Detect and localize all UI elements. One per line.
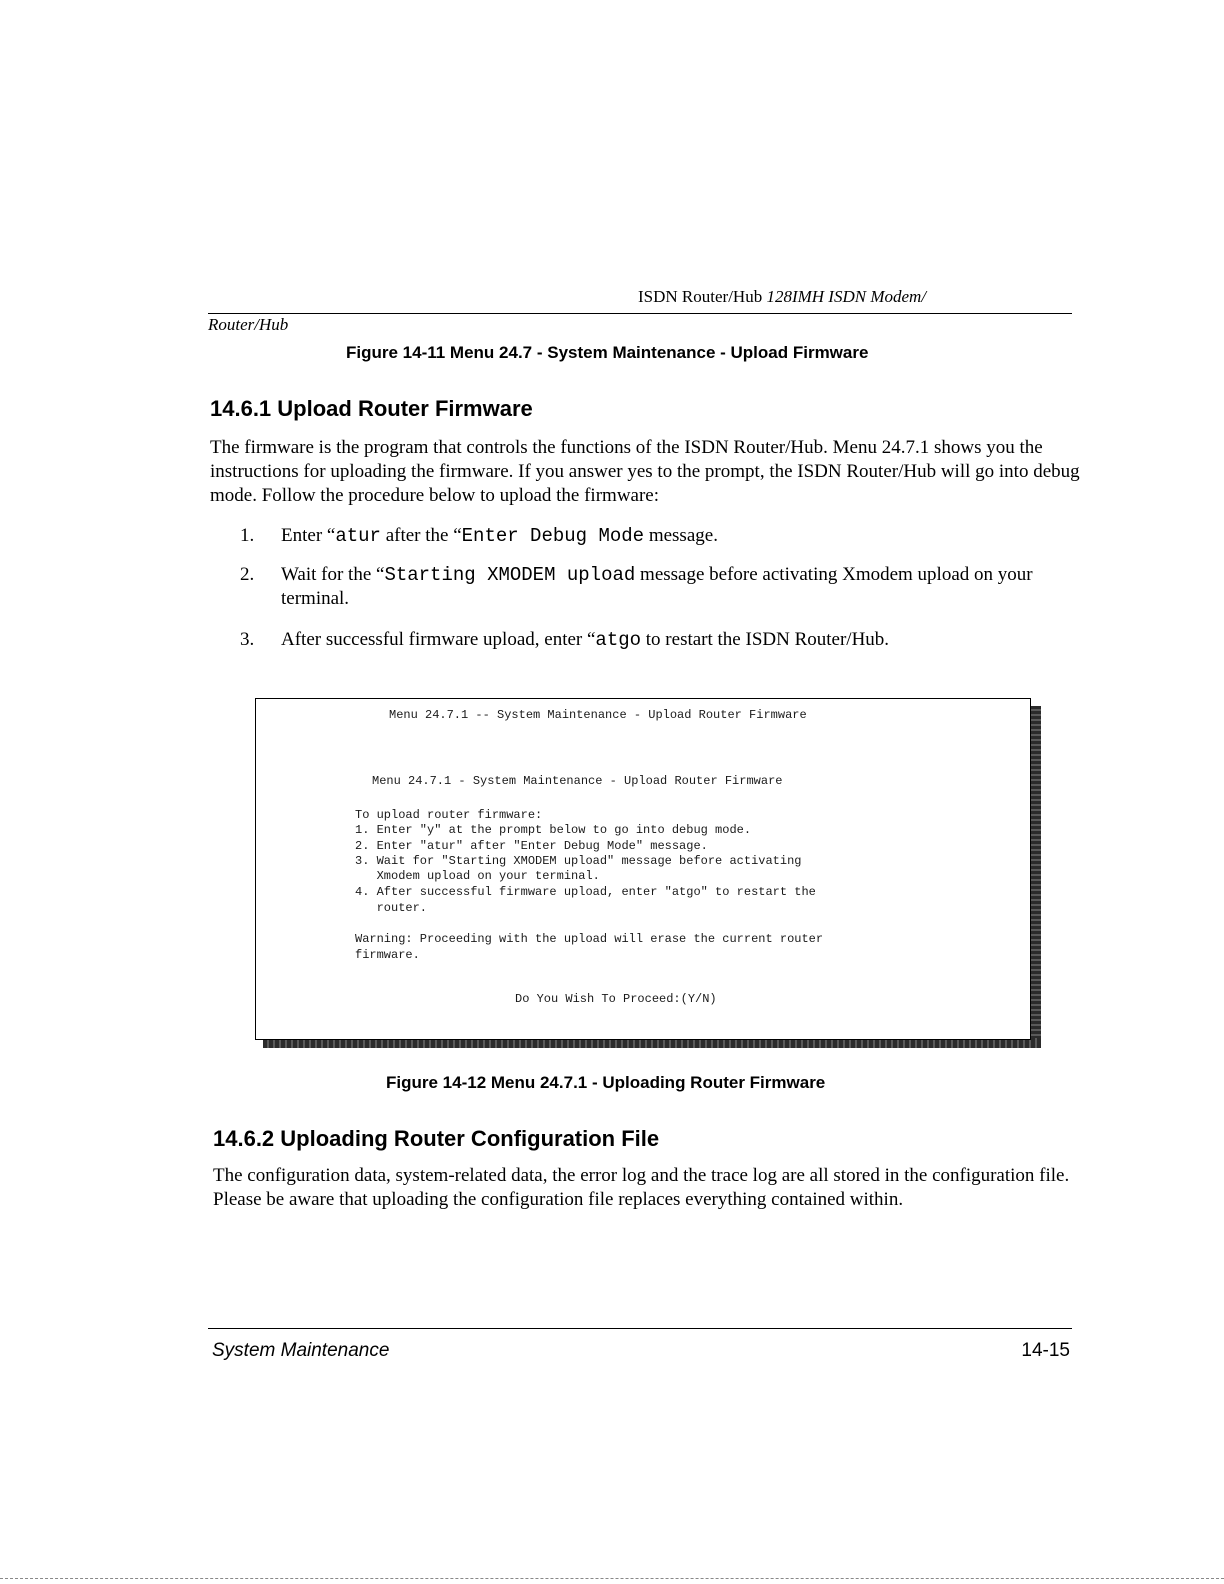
procedure-step bbox=[240, 628, 1080, 654]
terminal-instruction-line: 2. Enter "atur" after "Enter Debug Mode" message. bbox=[355, 839, 708, 853]
step-text-part: Wait for the “ bbox=[281, 564, 385, 585]
section-heading-14-6-2: 14.6.2 Uploading Router Configuration File bbox=[213, 1126, 660, 1151]
terminal-title: Menu 24.7.1 -- System Maintenance - Upload Router Firmware bbox=[389, 708, 807, 722]
step-number: 2. bbox=[240, 564, 255, 585]
terminal-instruction-line: Xmodem upload on your terminal. bbox=[355, 869, 600, 883]
header-product: 128IMH ISDN Modem/ bbox=[766, 287, 927, 306]
terminal-warning-line: Warning: Proceeding with the upload will erase the current router bbox=[355, 932, 824, 946]
page-number: 14-15 bbox=[1021, 1340, 1070, 1361]
step-text bbox=[281, 628, 1061, 652]
terminal-screen bbox=[255, 698, 1031, 1040]
step-text-part: Enter “ bbox=[281, 525, 336, 546]
header-prefix: ISDN Router/Hub bbox=[638, 287, 767, 306]
step-text-part: to restart the ISDN Router/Hub. bbox=[641, 629, 890, 650]
footer-rule bbox=[208, 1328, 1072, 1329]
terminal-prompt: Do You Wish To Proceed:(Y/N) bbox=[515, 992, 717, 1006]
scan-edge-line bbox=[0, 1578, 1224, 1579]
section-heading-14-6-1: 14.6.1 Upload Router Firmware bbox=[210, 396, 533, 421]
step-number: 3. bbox=[240, 629, 255, 650]
step-number: 1. bbox=[240, 525, 255, 546]
procedure-step bbox=[240, 524, 1080, 550]
section-14-6-1-paragraph: The firmware is the program that controls the functions of the ISDN Router/Hub. Menu 24.7.1 shows you the instructions for uploading the firmware. If you answer yes to the prompt, the ISDN Router/Hub will go into debug mode. Follow the procedure below to upload the firmware: bbox=[210, 437, 1080, 506]
step-text bbox=[281, 563, 1061, 611]
step-text-part: message before activating Xmodem upload on your terminal. bbox=[281, 564, 1033, 609]
terminal-instruction-line: 3. Wait for "Starting XMODEM upload" message before activating bbox=[355, 854, 802, 868]
step-code: atgo bbox=[595, 629, 642, 651]
footer-chapter-title: System Maintenance bbox=[212, 1340, 390, 1361]
step-text-part: after the “ bbox=[380, 525, 462, 546]
section-14-6-2-paragraph: The configuration data, system-related data, the error log and the trace log are all stored in the configuration file. Please be aware that uploading the configuration file replaces everything contained within. bbox=[213, 1165, 1070, 1210]
step-text-part: After successful firmware upload, enter “ bbox=[281, 629, 596, 650]
header-rule bbox=[208, 313, 1072, 314]
terminal-instruction-line: 1. Enter "y" at the prompt below to go into debug mode. bbox=[355, 823, 752, 837]
step-code: Starting XMODEM upload bbox=[384, 564, 636, 586]
running-header bbox=[208, 286, 1072, 316]
step-code: atur bbox=[335, 525, 381, 547]
step-code: Enter Debug Mode bbox=[461, 525, 645, 547]
header-title-continuation: Router/Hub bbox=[208, 315, 289, 334]
figure-14-12-caption: Figure 14-12 Menu 24.7.1 - Uploading Router Firmware bbox=[386, 1073, 826, 1092]
procedure-step bbox=[240, 563, 1080, 615]
terminal-instruction-line: router. bbox=[355, 901, 428, 915]
step-text-part: message. bbox=[644, 525, 718, 546]
terminal-intro: To upload router firmware: bbox=[355, 808, 543, 822]
terminal-instruction-line: 4. After successful firmware upload, enter "atgo" to restart the bbox=[355, 885, 816, 899]
terminal-subtitle: Menu 24.7.1 - System Maintenance - Upload Router Firmware bbox=[372, 774, 783, 788]
figure-14-11-caption: Figure 14-11 Menu 24.7 - System Maintenance - Upload Firmware bbox=[346, 343, 869, 362]
step-text bbox=[281, 524, 1061, 548]
header-title bbox=[638, 286, 926, 308]
terminal-warning-line: firmware. bbox=[355, 948, 420, 962]
